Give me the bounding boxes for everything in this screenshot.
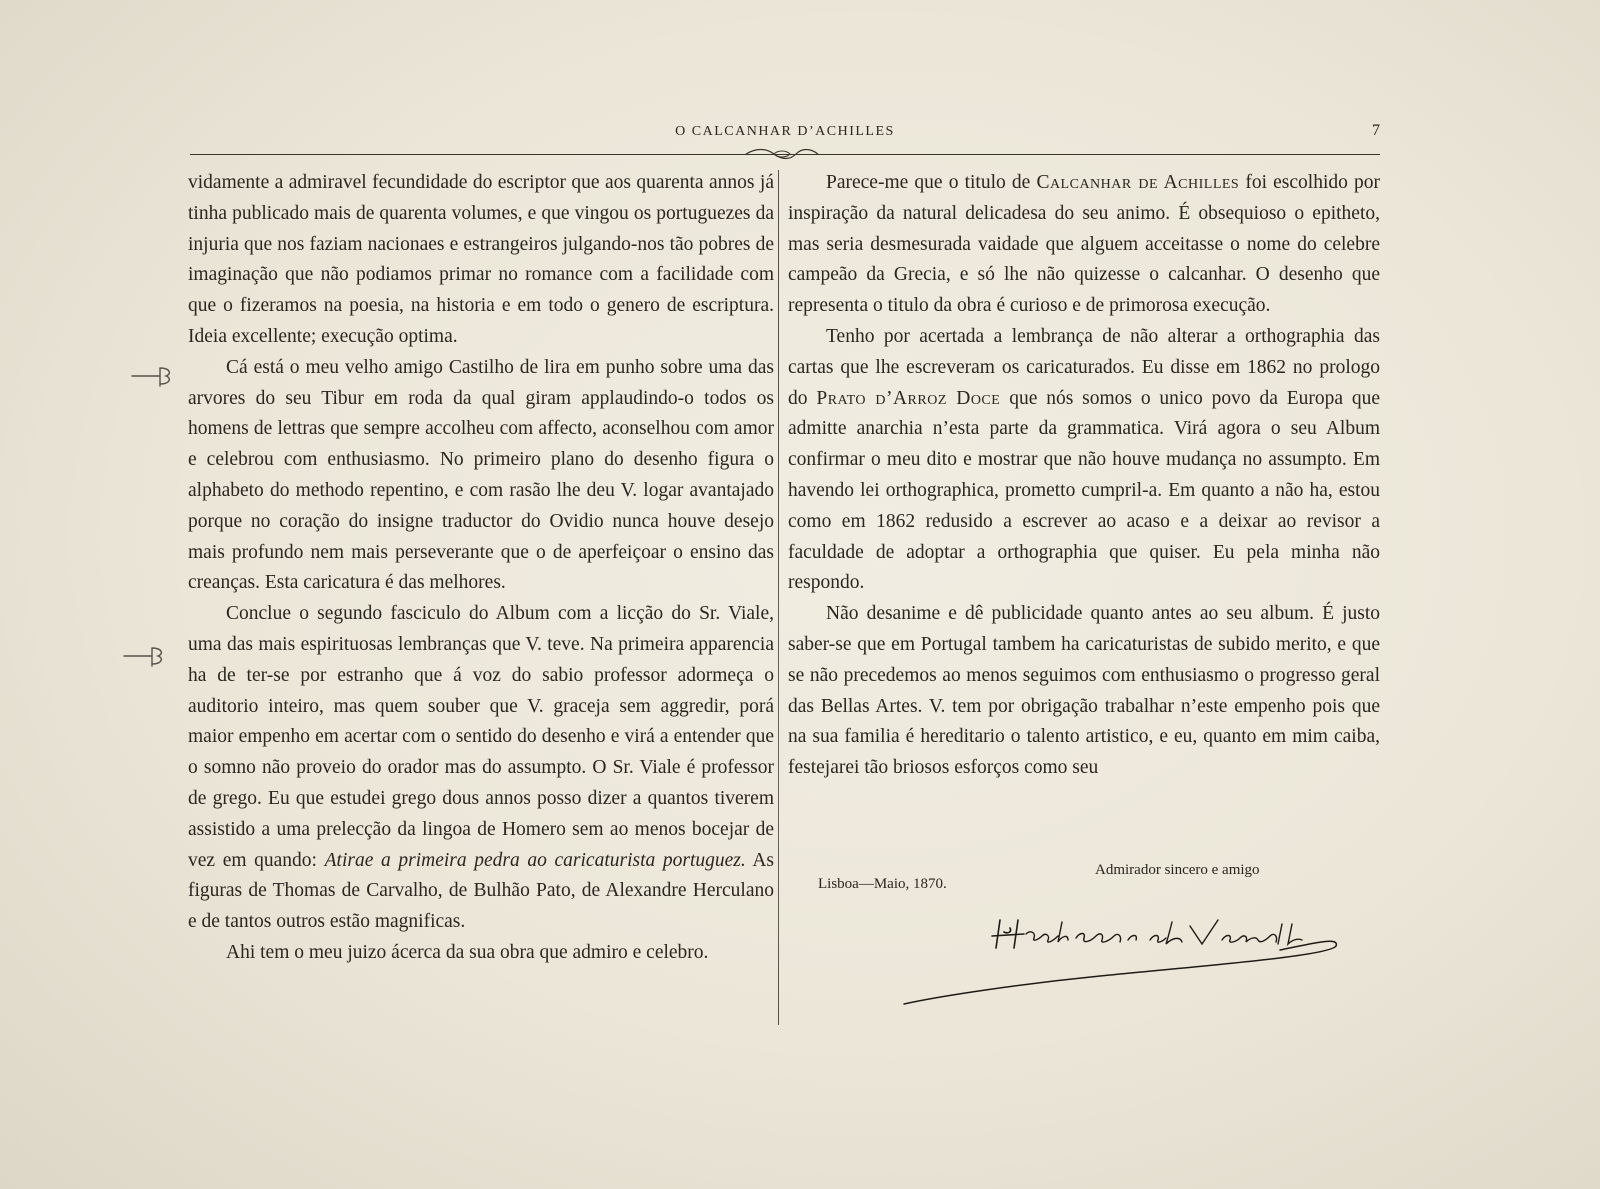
left-paragraph-3 (188, 599, 774, 938)
left-column (188, 168, 774, 969)
page-number: 7 (1372, 122, 1380, 139)
left-paragraph-3-text-a: Conclue o segundo fasciculo do Album com a licção do Sr. Viale, uma das mais espirituosas lembranças que V. teve. Na primeira apparencia ha de ter-se por estranho que á voz do sabio professor adormeça o auditorio inteiro, mas quem souber que V. graceja sem aggredir, porá maior empenho em acertar com o sentido do desenho e virá a entender que o somno não proveio do orador mas do assumpto. O Sr. Viale é professor de grego. Eu que estudei grego dous annos posso dizer a quantos tiverem assistido a uma prelecção da lingoa de Homero sem ao menos bocejar de vez em quando: (188, 603, 774, 871)
running-head (190, 120, 1380, 148)
right-paragraph-1-text-b: foi escolhido por inspiração da natural delicadesa do seu animo. É obsequioso o epitheto, mas seria desmesurada vaidade que alguem acceitasse o nome do celebre campeão da Grecia, e só lhe não quizesse o calcanhar. O desenho que representa o titulo da obra é curioso e de primorosa execução. (788, 172, 1381, 317)
column-divider (778, 170, 779, 1025)
left-paragraph-4: Ahi tem o meu juizo ácerca da sua obra que admiro e celebro. (226, 941, 709, 963)
place-date: Lisboa—Maio, 1870. (818, 876, 947, 892)
left-paragraph-3-italic-quote: Atirae a primeira pedra ao caricaturista portuguez. (324, 849, 746, 871)
right-paragraph-1 (788, 168, 1380, 322)
right-paragraph-1-smallcaps: Calcanhar de Achilles (1036, 172, 1240, 193)
left-paragraph-2: Cá está o meu velho amigo Castilho de lira em punho sobre uma das arvores do seu Tibur em roda da qual giram applaudindo-o todos os homens de lettras que sempre accolheu com affecto, aconselhou com amor e celebrou com enthusiasmo. No primeiro plano do desenho figura o alphabeto do methodo repentino, e com rasão lhe deu V. logar avantajado porque no coração do insigne traductor do Ovidio nunca houve desejo mais profundo nem mais perseverante que o de aperfeiçoar o ensino das creanças. Esta caricatura é das melhores. (188, 356, 774, 594)
left-paragraph-1: vidamente a admiravel fecundidade do escriptor que aos quarenta annos já tinha publicado mais de quarenta volumes, e que vingou os portuguezes da injuria que nos faziam nacionaes e estrangeiros julgando-nos tão pobres de imaginação que não podiamos primar no romance com a facilidade com que o fizeramos na poesia, na historia e em todo o genero de escriptura. Ideia excellente; execução optima. (188, 172, 774, 347)
margin-arrow-mark (130, 362, 182, 390)
running-title: O CALCANHAR D’ACHILLES (675, 124, 895, 139)
header-ornament (744, 146, 820, 162)
right-paragraph-2-smallcaps: Prato d’Arroz Doce (816, 387, 1001, 409)
right-paragraph-1-text-a: Parece-me que o titulo de (826, 172, 1031, 193)
margin-arrow-mark (122, 642, 174, 670)
right-paragraph-2 (788, 322, 1380, 599)
right-paragraph-3: Não desanime e dê publicidade quanto antes ao seu album. É justo saber-se que em Portugal tambem ha caricaturistas de subido merito, e que se não precedemos ao menos seguimos com enthusiasmo o progresso geral das Bellas Artes. V. tem por obrigação trabalhar n’este empenho pois que na sua familia é hereditario o talento artistico, e eu, quanto em mim caiba, festejarei tão briosos esforços como seu (788, 603, 1380, 779)
right-paragraph-2-text-b: que nós somos o unico povo da Europa que admitte anarchia n’esta parte da grammatica. Virá agora o seu Album confirmar o meu dito e mostrar que não houve mudança no assumpto. Em havendo lei orthographica, prometto cumpril-a. Em quanto a não ha, estou como em 1862 redusido a escrever ao acaso e a deixar ao revisor a faculdade de adoptar a orthographia que quiser. Eu pela minha não respondo. (788, 387, 1381, 594)
handwritten-signature (900, 910, 1380, 1035)
right-column (788, 168, 1380, 784)
right-paragraph-2-text-a: Tenho por acertada a lembrança de não alterar a orthographia das cartas que lhe escreveram os caricaturados. Eu disse em 1862 no prologo do (788, 325, 1380, 409)
closing-salutation: Admirador sincero e amigo (1095, 862, 1260, 878)
left-paragraph-3-text-b: As figuras de Thomas de Carvalho, de Bulhão Pato, de Alexandre Herculano e de tantos outros estão magnificas. (188, 849, 774, 933)
